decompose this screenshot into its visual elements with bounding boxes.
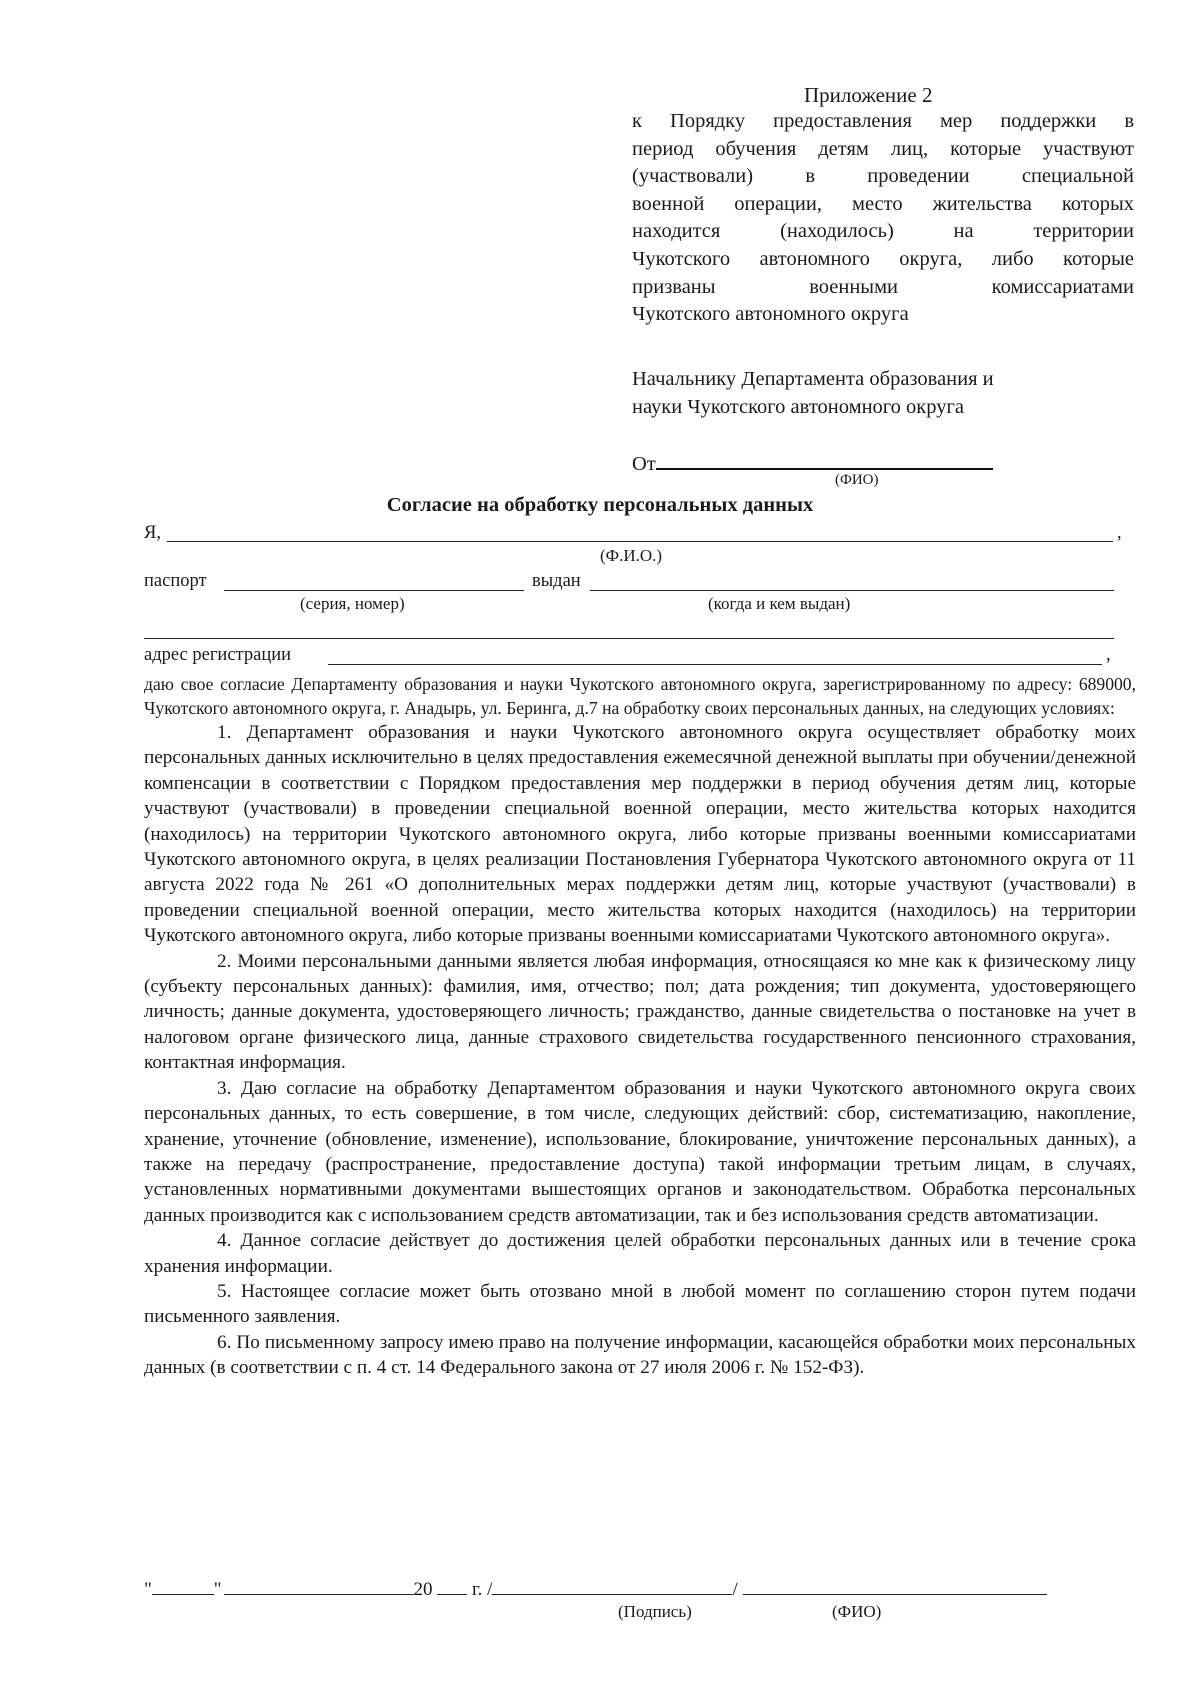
from-field: [632, 446, 993, 476]
annex-line: Чукотского автономного округа, либо которые: [632, 247, 1134, 270]
year-input-line[interactable]: [437, 1574, 467, 1595]
consent-paragraph-2: 2. Моими персональными данными является любая информация, относящаяся ко мне как к физическому лицу (субъекту персональных данных): фамилия, имя, отчество; пол; дата рождения; тип документа, удостоверяющего личность; данные документа, удостоверяющего личность; гражданство, данные свидетельства о постановке на учет в налоговом органе физического лица, данные страхового свидетельства государственного пенсионного страхования, контактная информация.: [144, 950, 1136, 1074]
signature-row: [144, 1574, 1047, 1601]
consent-paragraph-5: 5. Настоящее согласие может быть отозвано мной в любой момент по соглашению сторон путем подачи письменного заявления.: [144, 1280, 1136, 1328]
signature-input-line[interactable]: [492, 1574, 732, 1595]
issued-input-line[interactable]: [590, 590, 1114, 591]
address-input-line[interactable]: [328, 664, 1102, 665]
annex-line: (участвовали) в проведении специальной: [632, 165, 1134, 188]
address-label: адрес регистрации: [144, 645, 292, 665]
series-caption: (серия, номер): [300, 594, 405, 613]
annex-line: призваны военными комиссариатами: [632, 275, 1134, 298]
month-input-line[interactable]: [224, 1574, 414, 1595]
fio-caption: (Ф.И.О.): [600, 546, 663, 565]
passport-label: паспорт: [144, 571, 207, 591]
consent-paragraph-6: 6. По письменному запросу имею право на получение информации, касающейся обработки моих персональных данных (в соответствии с п. 4 ст. 14 Федерального закона от 27 июля 2006 г. № 152-ФЗ).: [144, 1331, 1136, 1379]
issued-label: выдан: [532, 571, 581, 591]
document-title: Согласие на обработку персональных данных: [386, 494, 814, 516]
fio-input-line[interactable]: [167, 541, 1113, 542]
annex-title: Приложение 2: [804, 83, 933, 107]
signature-fio-input-line[interactable]: [743, 1574, 1047, 1595]
date-quote-open: ": [144, 1579, 152, 1600]
date-quote-close: ": [213, 1579, 222, 1600]
consent-paragraph-3: 3. Даю согласие на обработку Департаментом образования и науки Чукотского автономного округа своих персональных данных, то есть совершение, в том числе, следующих действий: сбор, систематизацию, накопление, хранение, уточнение (обновление, изменение), использование, блокирование, уничтожение персональных данных), а также на передачу (распространение, предоставление доступа) такой информации третьим лицам, в случаях, установленных нормативными документами вышестоящих органов и законодательством. Обработка персональных данных производится как с использованием средств автоматизации, так и без использования средств автоматизации.: [144, 1077, 1136, 1226]
addressee-line: науки Чукотского автономного округа: [632, 396, 965, 418]
issued-continuation-line[interactable]: [144, 638, 1114, 639]
annex-text: [632, 108, 1134, 329]
year-suffix: г. /: [472, 1579, 493, 1600]
annex-line: период обучения детям лиц, которые участвуют: [632, 137, 1134, 160]
signature-fio-caption: (ФИО): [832, 1602, 882, 1621]
ya-comma: ,: [1117, 523, 1122, 543]
annex-block: [632, 82, 1134, 329]
annex-line: находится (находилось) на территории: [632, 220, 1134, 243]
address-comma: ,: [1106, 645, 1111, 665]
consent-paragraph-1: 1. Департамент образования и науки Чукотского автономного округа осуществляет обработку моих персональных данных исключительно в целях предоставления ежемесячной денежной выплаты при обучении/денежной компенсации в соответствии с Порядком предоставления мер поддержки в период обучения детям лиц, которые участвуют (участвовали) в проведении специальной военной операции, место жительства которых находится (находилось) на территории Чукотского автономного округа, либо которые призваны военными комиссариатами Чукотского автономного округа, в целях реализации Постановления Губернатора Чукотского автономного округа от 11 августа 2022 года № 261 «О дополнительных мерах поддержки детям лиц, которые участвуют (участвовали) в проведении специальной военной операции, место жительства которых находится (находилось) на территории Чукотского автономного округа, либо которые призваны военными комиссариатами Чукотского автономного округа».: [144, 722, 1136, 947]
consent-intro: даю свое согласие Департаменту образования и науки Чукотского автономного округа, зарегистрированному по адресу: 689000, Чукотского автономного округа, г. Анадырь, ул. Беринга, д.7 на обработку своих персональных данных, на следующих условиях:: [144, 674, 1136, 718]
addressee-line: Начальнику Департамента образования и: [632, 368, 994, 390]
consent-paragraph-4: 4. Данное согласие действует до достижения целей обработки персональных данных или в течение срока хранения информации.: [144, 1230, 1136, 1277]
from-fio-line[interactable]: [656, 446, 993, 470]
ya-label: Я,: [144, 523, 161, 543]
addressee-block: [632, 365, 1092, 421]
annex-line: к Порядку предоставления мер поддержки в: [632, 110, 1134, 132]
day-input-line[interactable]: [152, 1574, 214, 1595]
annex-line: Чукотского автономного округа: [632, 303, 909, 326]
issued-caption: (когда и кем выдан): [708, 594, 851, 613]
passport-input-line[interactable]: [224, 590, 524, 591]
annex-line: военной операции, место жительства которых: [632, 192, 1134, 215]
year-prefix: 20: [413, 1579, 433, 1600]
consent-body: [144, 672, 1136, 1381]
signature-slash: /: [732, 1579, 738, 1600]
signature-caption: (Подпись): [618, 1602, 692, 1621]
from-label: От: [632, 453, 656, 475]
from-fio-caption: (ФИО): [835, 472, 879, 488]
